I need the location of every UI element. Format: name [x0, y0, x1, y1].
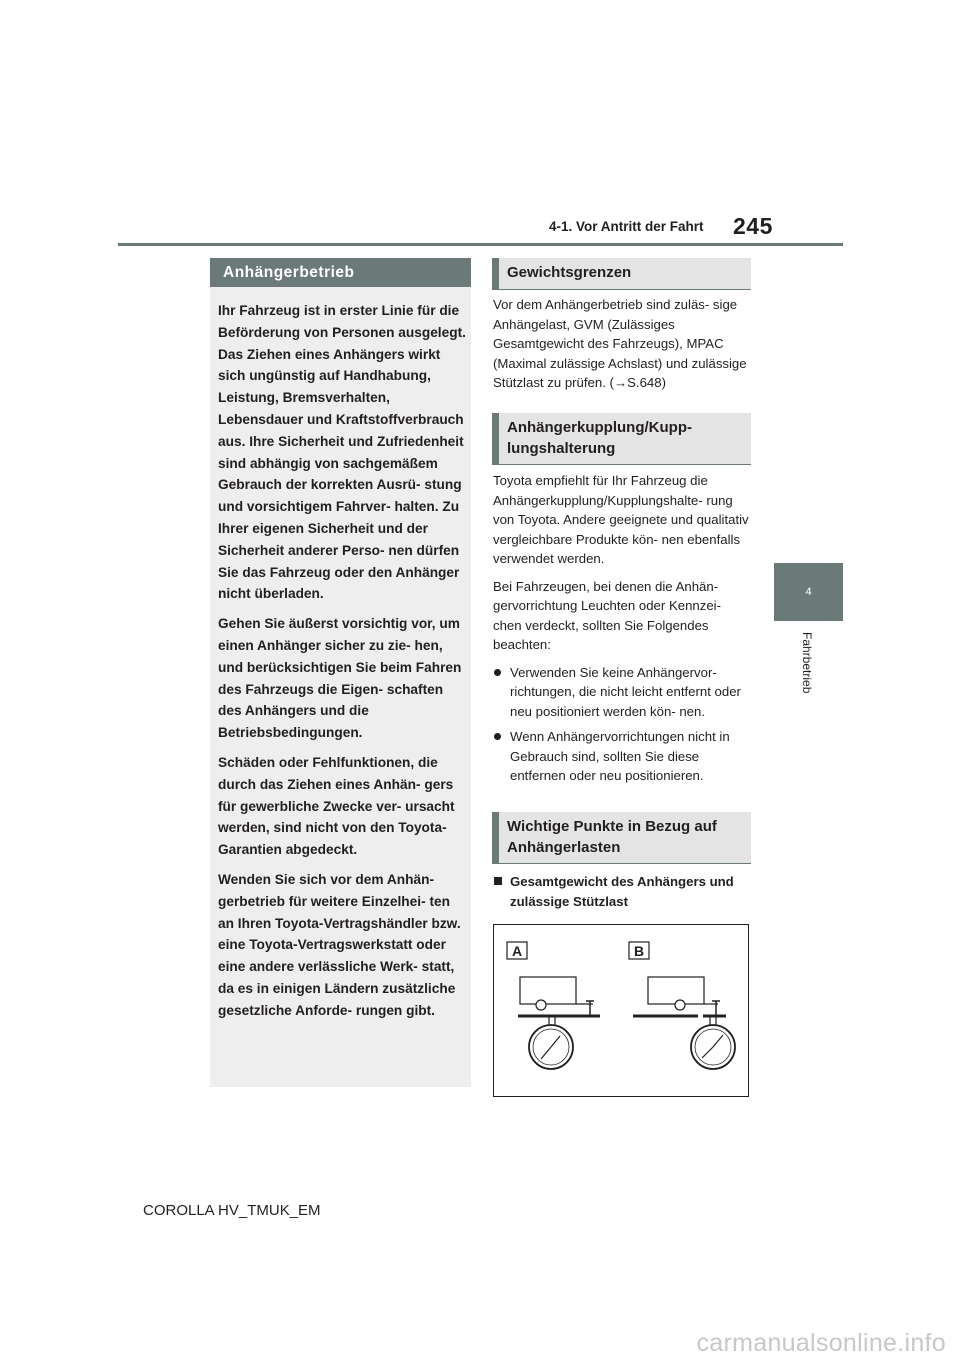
section-heading-coupling: Anhängerkupplung/Kupp- lungshalterung	[492, 413, 751, 465]
watermark-text: carmanualsonline.info	[696, 1329, 946, 1357]
intro-text	[218, 300, 468, 1030]
coupling-text	[493, 471, 751, 792]
page-number: 245	[733, 213, 773, 239]
coupling-paragraph: Toyota empfiehlt für Ihr Fahrzeug die Anhängerkupplung/Kupplungshalte- rung von Toyota. Andere geeignete und qualitativ vergleichbare Produkte kön- nen ebenfalls verwendet werden.	[493, 473, 749, 566]
trailer-weight-figure	[493, 924, 749, 1097]
chapter-tab: 4	[774, 563, 843, 621]
coupling-paragraph: Bei Fahrzeugen, bei denen die Anhän- gervorrichtung Leuchten oder Kennzei- chen verdeckt, sollten Sie Folgendes beachten:	[493, 578, 721, 652]
trailer-scale-illustration	[494, 925, 748, 1096]
intro-paragraph: Gehen Sie äußerst vorsichtig vor, um einen Anhänger sicher zu zie- hen, und berücksichtigen Sie beim Fahren des Fahrzeugs die Eigen- schaften des Anhängers und die Betriebsbedingungen.	[218, 616, 462, 741]
bullet-text: Wenn Anhängervorrichtungen nicht in Gebrauch sind, sollten Sie diese entfernen oder neu positionieren.	[510, 729, 730, 783]
watermark	[0, 1329, 960, 1358]
weights-text	[493, 295, 751, 401]
bullet-icon	[494, 669, 501, 676]
trailer-on-scale-icon	[518, 977, 600, 1069]
square-bullet-icon	[494, 877, 502, 885]
header-rule	[118, 243, 843, 246]
label-a: A	[511, 943, 523, 959]
bullet-item	[493, 727, 751, 786]
intro-paragraph: Schäden oder Fehlfunktionen, die durch das Ziehen eines Anhän- gers für gewerbliche Zwecke ver- ursacht werden, sind nicht von den Toyota-Garantien abgedeckt.	[218, 754, 455, 858]
bullet-item	[493, 663, 751, 722]
loads-subheading	[493, 872, 751, 911]
chapter-tab-label: Fahrbetrieb	[800, 632, 814, 694]
tongue-on-scale-icon	[633, 977, 735, 1069]
label-b: B	[633, 943, 645, 959]
weights-paragraph: Vor dem Anhängerbetrieb sind zuläs- sige Anhängelast, GVM (Zulässiges Gesamtgewicht des Fahrzeugs), MPAC (Maximal zulässige Achslast) und zulässige Stützlast zu prüfen. (→S.648)	[493, 297, 747, 390]
document-code: COROLLA HV_TMUK_EM	[143, 1202, 321, 1219]
intro-paragraph: Wenden Sie sich vor dem Anhän- gerbetrieb für weitere Einzelhei- ten an Ihren Toyota-Vertragshändler bzw. eine Toyota-Vertragswerkstatt oder eine andere verlässliche Werk- statt, da es in einigen Ländern zusätzliche gesetzliche Anforde- rungen gibt.	[218, 871, 461, 1018]
bullet-text: Verwenden Sie keine Anhängervor- richtungen, die nicht leicht entfernt oder neu positioniert werden kön- nen.	[510, 664, 741, 719]
section-heading-weights: Gewichtsgrenzen	[492, 258, 751, 290]
intro-paragraph: Ihr Fahrzeug ist in erster Linie für die Beförderung von Personen ausgelegt. Das Ziehen eines Anhängers wirkt sich ungünstig auf Handhabung, Leistung, Bremsverhalten, Lebensdauer und Kraftstoffverbrauch aus. Ihre Sicherheit und Zufriedenheit sind abhängig von sachgemäßem Gebrauch der korrekten Ausrü- stung und vorsichtigem Fahrver- halten. Zu Ihrer eigenen Sicherheit und der Sicherheit anderer Perso- nen dürfen Sie das Fahrzeug oder den Anhänger nicht überladen.	[218, 303, 466, 602]
loads-subheading-text: Gesamtgewicht des Anhängers und zulässige Stützlast	[510, 874, 734, 909]
bullet-icon	[494, 733, 501, 740]
intro-title: Anhängerbetrieb	[210, 258, 471, 287]
section-heading-loads: Wichtige Punkte in Bezug auf Anhängerlasten	[492, 812, 751, 864]
chapter-title: 4-1. Vor Antritt der Fahrt	[549, 219, 704, 234]
